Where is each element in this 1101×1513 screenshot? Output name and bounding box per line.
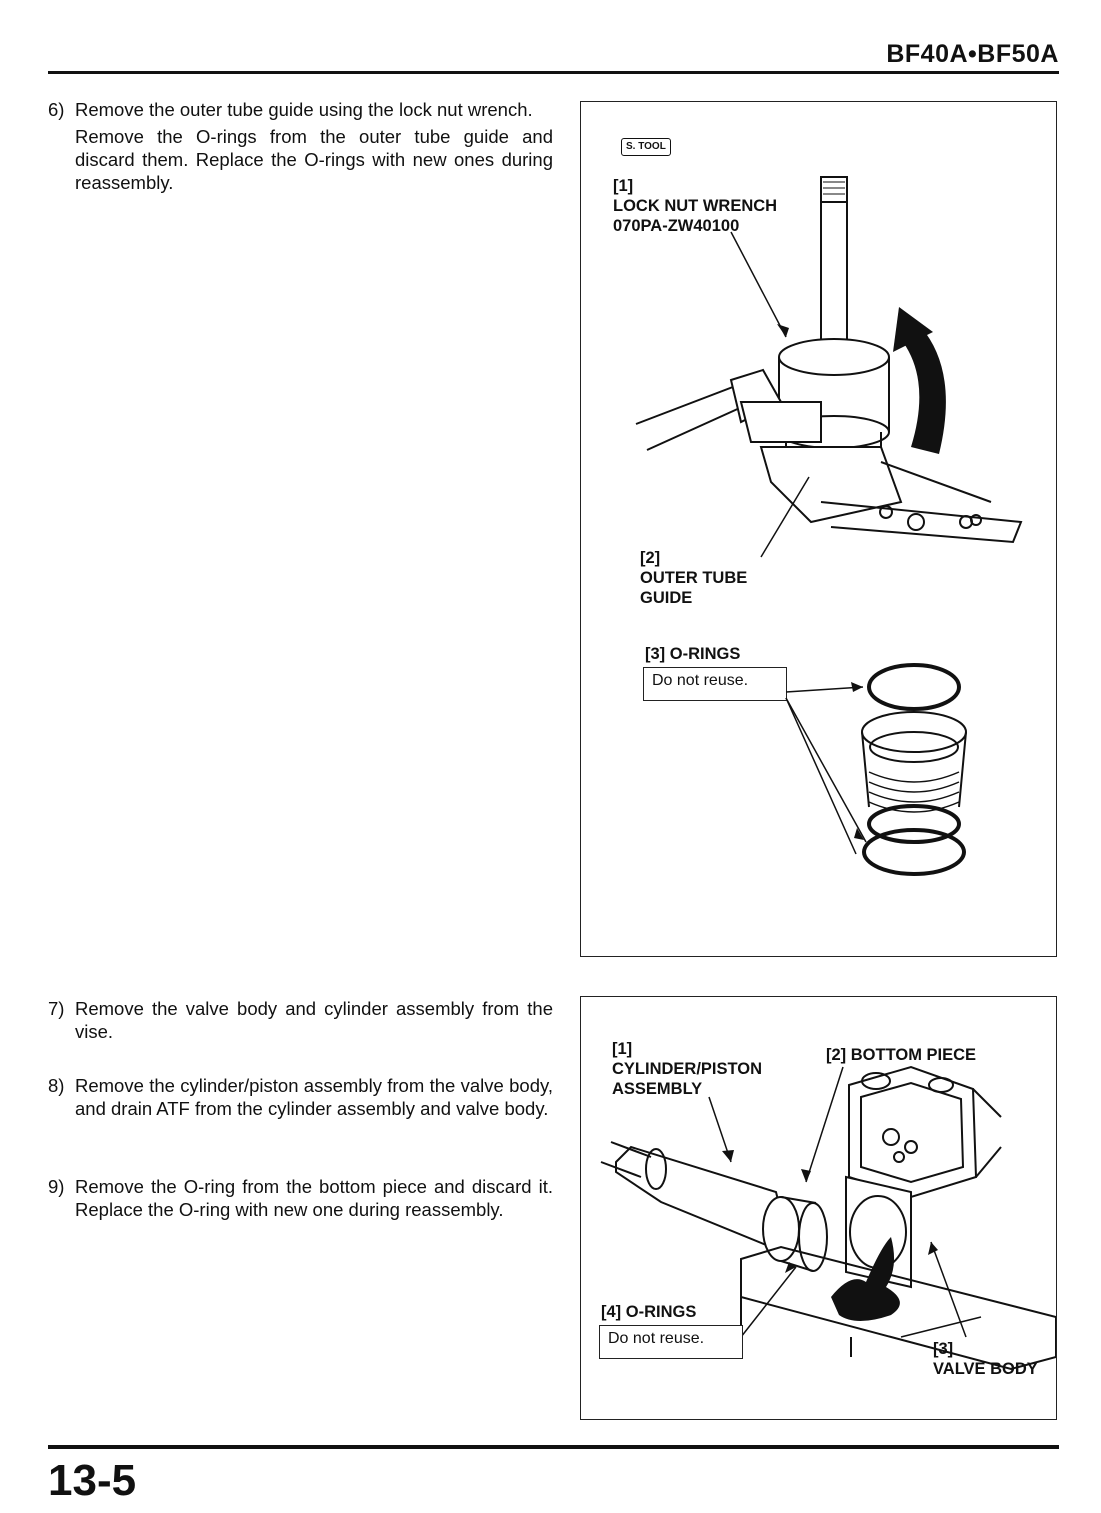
label-name: CYLINDER/PISTON — [612, 1060, 763, 1078]
step-number: 9) — [48, 1176, 65, 1197]
label-name: LOCK NUT WRENCH — [613, 197, 778, 215]
page-header-model: BF40A•BF50A — [886, 40, 1059, 68]
step-text: Remove the O-ring from the bottom piece and discard it. Replace the O-ring with new one during reassembly. — [75, 1176, 553, 1220]
label-name: OUTER TUBE — [640, 569, 748, 587]
label-o-rings: [3] O-RINGS — [645, 645, 741, 663]
page-number: 13-5 — [48, 1456, 137, 1505]
illustration-lock-nut-wrench — [581, 102, 1056, 956]
step-text: Remove the cylinder/piston assembly from the valve body, and drain ATF from the cylinder assembly and valve body. — [75, 1075, 553, 1119]
header-rule — [48, 71, 1059, 74]
step-text: Remove the valve body and cylinder assembly from the vise. — [75, 998, 553, 1042]
step-9 — [48, 1175, 553, 1225]
note-do-not-reuse: Do not reuse. — [599, 1325, 743, 1359]
label-ref: [3] — [933, 1340, 954, 1358]
label-cylinder-piston-assembly — [612, 1039, 762, 1099]
step-7 — [48, 997, 553, 1047]
label-part-number: 070PA-ZW40100 — [613, 217, 740, 235]
figure-cylinder-piston-removal — [580, 996, 1057, 1420]
step-number: 6) — [48, 99, 65, 120]
step-8 — [48, 1074, 553, 1124]
label-name: VALVE BODY — [933, 1360, 1038, 1378]
step-number: 7) — [48, 998, 65, 1019]
label-name: ASSEMBLY — [612, 1080, 703, 1098]
step-6 — [48, 98, 553, 198]
label-ref: [1] — [612, 1040, 633, 1058]
label-ref: [1] — [613, 177, 634, 195]
step-text: Remove the outer tube guide using the lock nut wrench. — [75, 99, 533, 120]
step-number: 8) — [48, 1075, 65, 1096]
figure-outer-tube-guide — [580, 101, 1057, 957]
label-bottom-piece: [2] BOTTOM PIECE — [826, 1046, 977, 1064]
label-valve-body — [933, 1339, 1038, 1379]
step-text: Remove the O-rings from the outer tube guide and discard them. Replace the O-rings with new ones during reassembly. — [75, 126, 553, 193]
footer-rule — [48, 1445, 1059, 1449]
label-o-rings: [4] O-RINGS — [601, 1303, 697, 1321]
label-name: GUIDE — [640, 589, 693, 607]
label-ref: [2] — [640, 549, 661, 567]
special-tool-badge: S. TOOL — [621, 138, 671, 156]
note-do-not-reuse: Do not reuse. — [643, 667, 787, 701]
